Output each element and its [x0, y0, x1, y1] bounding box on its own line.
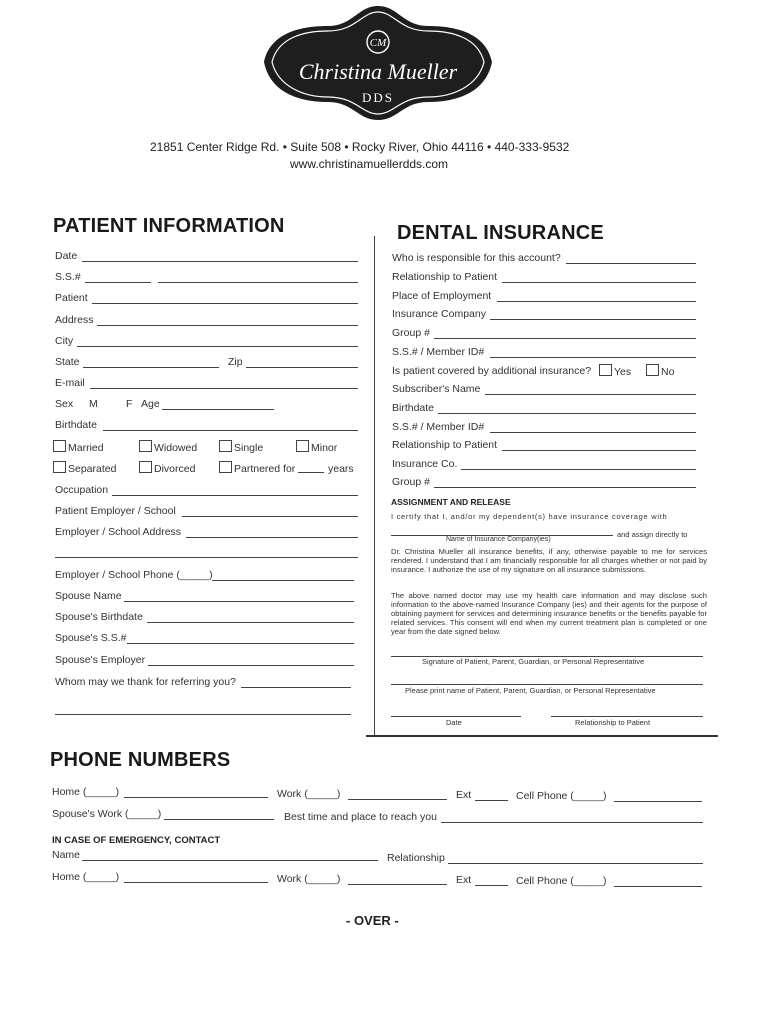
ext-label: Ext: [456, 789, 472, 801]
emergency-work-field[interactable]: [348, 884, 447, 885]
sex-m-option[interactable]: M: [89, 398, 98, 410]
emergency-relationship-label: Relationship: [387, 852, 445, 864]
emergency-home-field[interactable]: [124, 882, 268, 883]
responsible-label: Who is responsible for this account?: [392, 252, 561, 264]
widowed-option[interactable]: Widowed: [139, 440, 197, 454]
patient-field[interactable]: [92, 303, 358, 304]
column-divider: [374, 236, 375, 736]
address-field[interactable]: [97, 325, 358, 326]
signature-caption: Signature of Patient, Parent, Guardian, or Personal Representative: [422, 657, 645, 666]
print-name-field[interactable]: [391, 684, 703, 685]
best-time-label: Best time and place to reach you: [284, 811, 437, 823]
member-id2-field[interactable]: [490, 432, 696, 433]
over-text: - OVER -: [346, 913, 399, 928]
employer-address-label: Employer / School Address: [55, 526, 182, 538]
date-label: Date: [55, 250, 78, 262]
single-checkbox[interactable]: [219, 440, 232, 452]
emergency-ext-label: Ext: [456, 874, 472, 886]
svg-text:CM: CM: [369, 37, 387, 49]
subscriber-label: Subscriber's Name: [392, 383, 481, 395]
married-option[interactable]: Married: [53, 440, 104, 454]
logo: [258, 4, 498, 124]
date-caption: Date: [446, 718, 462, 727]
divorced-checkbox[interactable]: [139, 461, 152, 473]
date-sign-field[interactable]: [391, 716, 521, 717]
referral-label: Whom may we thank for referring you?: [55, 676, 236, 688]
yes-option[interactable]: Yes: [599, 364, 631, 378]
occupation-label: Occupation: [55, 484, 109, 496]
section-divider: [366, 735, 718, 737]
relationship-caption: Relationship to Patient: [575, 718, 651, 727]
age-label: Age: [141, 398, 160, 410]
logo-name: Christina Mueller: [298, 59, 458, 84]
insurance-co-field[interactable]: [461, 469, 696, 470]
spouse-employer-field[interactable]: [148, 665, 354, 666]
emergency-relationship-field[interactable]: [448, 863, 703, 864]
emergency-cell-field[interactable]: [614, 886, 702, 887]
date-field[interactable]: [82, 261, 358, 262]
ext-field[interactable]: [475, 800, 508, 801]
sex-f-option[interactable]: F: [126, 398, 133, 410]
relationship2-field[interactable]: [502, 450, 696, 451]
minor-option[interactable]: Minor: [296, 440, 337, 454]
company-caption: Name of Insurance Company(ies): [446, 536, 551, 543]
employer-phone-field[interactable]: [212, 580, 354, 581]
patient-label: Patient: [55, 292, 88, 304]
certify-text: I certify that I, and/or my dependent(s) have insurance coverage with: [391, 512, 668, 521]
relationship-label: Relationship to Patient: [392, 271, 498, 283]
partnered-years-field[interactable]: [298, 472, 324, 473]
spouse-work-label: Spouse's Work (_____): [52, 808, 162, 820]
emergency-name-label: Name: [52, 849, 81, 861]
group-label: Group #: [392, 327, 430, 339]
referral-field[interactable]: [241, 687, 351, 688]
zip-field[interactable]: [246, 367, 358, 368]
separated-option[interactable]: Separated: [53, 461, 116, 475]
best-time-field[interactable]: [441, 822, 703, 823]
spouse-work-field[interactable]: [164, 819, 274, 820]
divorced-option[interactable]: Divorced: [139, 461, 195, 475]
spouse-birthdate-label: Spouse's Birthdate: [55, 611, 143, 623]
member-id-field[interactable]: [490, 357, 696, 358]
insurance-co-label: Insurance Co.: [392, 458, 458, 470]
ss-field-2[interactable]: [158, 282, 358, 283]
work-phone-label: Work (_____): [277, 788, 341, 800]
spouse-employer-label: Spouse's Employer: [55, 654, 146, 666]
subscriber-field[interactable]: [485, 394, 696, 395]
emergency-home-label: Home (_____): [52, 871, 120, 883]
assign-directly-text: and assign directly to: [617, 530, 688, 539]
emergency-title: IN CASE OF EMERGENCY, CONTACT: [52, 835, 221, 846]
group2-field[interactable]: [434, 487, 696, 488]
address-label: Address: [55, 314, 94, 326]
relationship2-label: Relationship to Patient: [392, 439, 498, 451]
logo-dds: DDS: [361, 90, 395, 105]
practice-address: 21851 Center Ridge Rd. • Suite 508 • Rocky River, Ohio 44116 • 440-333-9532: [150, 140, 570, 154]
cell-phone-field[interactable]: [614, 801, 702, 802]
phone-numbers-title: PHONE NUMBERS: [50, 749, 231, 771]
emergency-work-label: Work (_____): [277, 873, 341, 885]
yes-checkbox[interactable]: [599, 364, 612, 376]
insurance-company-label: Insurance Company: [392, 308, 486, 320]
partnered-checkbox[interactable]: [219, 461, 232, 473]
dental-insurance-title: DENTAL INSURANCE: [397, 222, 604, 244]
birthdate-field[interactable]: [103, 430, 358, 431]
widowed-checkbox[interactable]: [139, 440, 152, 452]
separated-checkbox[interactable]: [53, 461, 66, 473]
home-phone-field[interactable]: [124, 797, 268, 798]
cell-phone-label: Cell Phone (_____): [516, 790, 607, 802]
referral-field-2[interactable]: [55, 714, 351, 715]
additional-insurance-label: Is patient covered by additional insurance?: [392, 365, 592, 377]
employer-label: Patient Employer / School: [55, 505, 176, 517]
no-option[interactable]: No: [646, 364, 674, 378]
sex-label: Sex: [55, 398, 74, 410]
spouse-name-field[interactable]: [124, 601, 354, 602]
practice-website[interactable]: www.christinamuellerdds.com: [290, 157, 449, 171]
city-field[interactable]: [77, 346, 358, 347]
ss-label: S.S.#: [55, 271, 81, 283]
emergency-cell-label: Cell Phone (_____): [516, 875, 607, 887]
emergency-name-field[interactable]: [82, 860, 378, 861]
sub-birthdate-field[interactable]: [438, 413, 696, 414]
member-id2-label: S.S.# / Member ID#: [392, 421, 485, 433]
employer-field[interactable]: [182, 516, 358, 517]
assignment-paragraph-1: Dr. Christina Mueller all insurance benefits, if any, otherwise payable to me for services rendered. I understand that I am financially responsible for all charges whether or not paid by insurance. I authorize the use of my signature on all insurance submissions.: [391, 547, 707, 574]
age-field[interactable]: [162, 409, 274, 410]
spouse-ss-label: Spouse's S.S.#: [55, 632, 127, 644]
work-phone-field[interactable]: [348, 799, 447, 800]
employer-phone-label: Employer / School Phone (_____): [55, 569, 213, 581]
assignment-paragraph-2: The above named doctor may use my health care information and may disclose such information to the above-named Insurance Company (ies) and their agents for the purpose of obtaining payment for services and determining insurance benefits or the benefits payable for related services. This consent will end when my current treatment plan is completed or one year from the date signed below.: [391, 591, 707, 636]
minor-checkbox[interactable]: [296, 440, 309, 452]
member-id-label: S.S.# / Member ID#: [392, 346, 485, 358]
zip-label: Zip: [228, 356, 243, 368]
employer-address-field[interactable]: [186, 537, 358, 538]
state-label: State: [55, 356, 80, 368]
spouse-name-label: Spouse Name: [55, 590, 122, 602]
years-label: years: [328, 463, 354, 475]
group2-label: Group #: [392, 476, 430, 488]
email-label: E-mail: [55, 377, 85, 389]
no-checkbox[interactable]: [646, 364, 659, 376]
emergency-ext-field[interactable]: [475, 885, 508, 886]
relationship-field[interactable]: [502, 282, 696, 283]
single-option[interactable]: Single: [219, 440, 263, 454]
birthdate-label: Birthdate: [55, 419, 98, 431]
city-label: City: [55, 335, 74, 347]
patient-info-title: PATIENT INFORMATION: [53, 215, 285, 237]
place-employment-field[interactable]: [497, 301, 696, 302]
spouse-ss-field[interactable]: [127, 643, 354, 644]
email-field[interactable]: [90, 388, 358, 389]
responsible-field[interactable]: [566, 263, 696, 264]
spouse-birthdate-field[interactable]: [147, 622, 354, 623]
home-phone-label: Home (_____): [52, 786, 120, 798]
state-field[interactable]: [83, 367, 219, 368]
relationship-sign-field[interactable]: [551, 716, 703, 717]
insurance-company-field[interactable]: [490, 319, 696, 320]
print-name-caption: Please print name of Patient, Parent, Guardian, or Personal Representative: [405, 686, 656, 695]
occupation-field[interactable]: [112, 495, 358, 496]
group-field[interactable]: [434, 338, 696, 339]
married-checkbox[interactable]: [53, 440, 66, 452]
assignment-title: ASSIGNMENT AND RELEASE: [391, 497, 511, 507]
partnered-option[interactable]: Partnered for: [219, 461, 295, 475]
sub-birthdate-label: Birthdate: [392, 402, 435, 414]
place-employment-label: Place of Employment: [392, 290, 492, 302]
employer-address-field-2[interactable]: [55, 557, 358, 558]
ss-field-1[interactable]: [85, 282, 151, 283]
